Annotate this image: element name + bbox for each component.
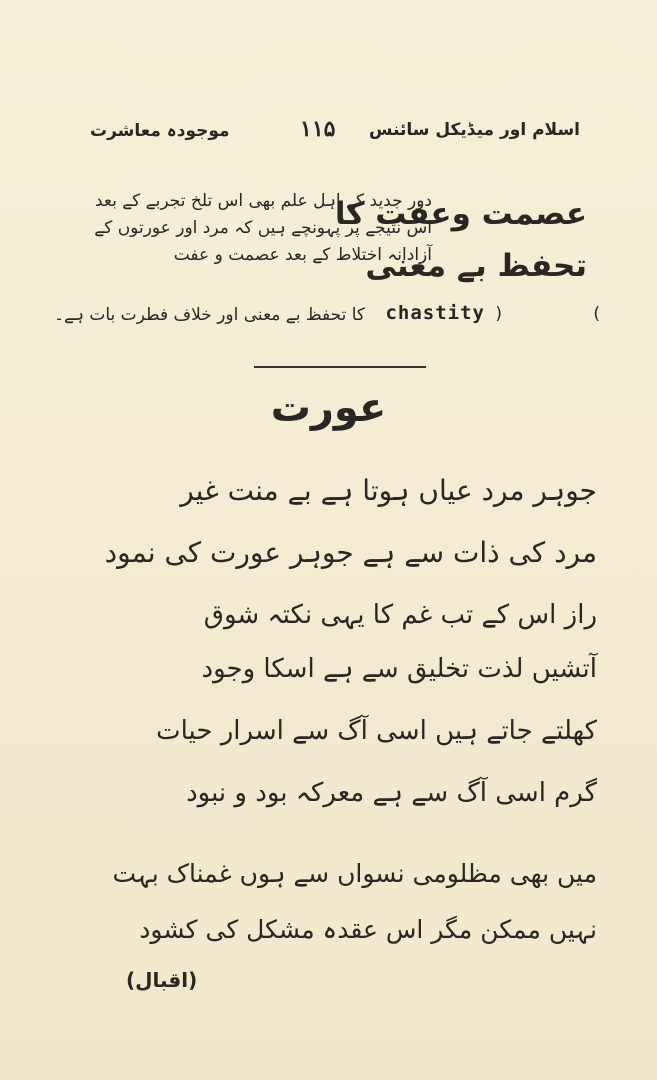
side-heading-line: عصمت وعفت کا: [334, 196, 587, 232]
poem-verse: راز اس کے تب غم کا یہی نکتہ شوق: [203, 600, 597, 630]
page-number: ۱۱۵: [300, 116, 336, 142]
poet-attribution: (اقبال): [126, 968, 198, 992]
poem-verse: جوہر مرد عیاں ہوتا ہے بے منت غیر: [180, 474, 597, 507]
poem-stanza: [37, 588, 597, 696]
paragraph-line: کا تحفظ بے معنی اور خلاف فطرت بات ہے۔: [54, 305, 365, 325]
poem-verse: میں بھی مظلومی نسواں سے ہوں غمناک بہت: [112, 859, 597, 888]
english-term: chastity: [385, 302, 485, 324]
running-header: [90, 112, 580, 148]
side-heading-line: تحفظ بے معنی: [365, 248, 587, 284]
poem-title: عورت: [270, 385, 387, 431]
poem-verse: مرد کی ذات سے ہے جوہر عورت کی نمود: [104, 536, 597, 569]
running-title-right: اسلام اور میڈیکل سائنس: [368, 120, 580, 140]
paragraph-last-line: [54, 302, 600, 332]
poem-verse: گرم اسی آگ سے ہے معرکہ بود و نبود: [186, 778, 597, 808]
running-title-left: موجودہ معاشرت: [90, 121, 230, 141]
paragraph-line: دور جدید کے اہل علم بھی اس تلخ تجربے کے بعد: [94, 191, 432, 211]
divider: [254, 366, 426, 368]
poem-stanza: [37, 700, 597, 824]
open-paren: (: [593, 304, 600, 324]
close-paren: ): [495, 304, 502, 324]
paragraph-line: آزادانہ اختلاط کے بعد عصمت و عفت: [173, 245, 432, 265]
paragraph: [72, 188, 432, 269]
poem-stanza: [37, 846, 597, 958]
paragraph-line: اس نتیجے پر پہونچے ہیں کہ مرد اور عورتوں کے: [94, 218, 432, 238]
poem-verse: آتشیں لذت تخلیق سے ہے اسکا وجود: [201, 654, 597, 684]
poem-verse: کھلتے جاتے ہیں اسی آگ سے اسرار حیات: [156, 716, 597, 746]
poem-stanza: [37, 460, 597, 584]
poem-verse: نہیں ممکن مگر اس عقدہ مشکل کی کشود: [139, 915, 597, 944]
